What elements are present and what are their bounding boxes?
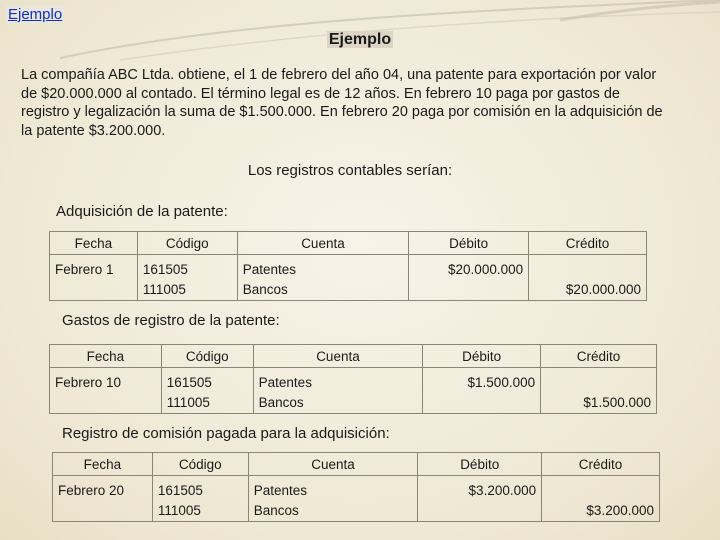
col-fecha: Fecha [50,232,138,255]
fecha-value: Febrero 20 [58,483,125,498]
codigo-value: 161505 [157,483,203,498]
codigo-value: 161505 [142,262,188,277]
codigo-value: 111005 [142,282,186,297]
col-debito: Débito [418,453,542,476]
col-codigo: Código [152,453,248,476]
ledger-table-adquisicion [49,231,647,301]
credito-value: $3.200.000 [586,503,654,518]
cuenta-value: Patentes [242,262,296,277]
fecha-value: Febrero 10 [55,375,122,390]
col-cuenta: Cuenta [253,345,423,368]
col-fecha: Fecha [53,453,153,476]
cuenta-value: Bancos [242,282,288,297]
codigo-value: 111005 [166,395,210,410]
codigo-value: 111005 [157,503,201,518]
col-debito: Débito [423,345,541,368]
ledger-header-row [50,345,657,368]
fecha-value: Febrero 1 [55,262,114,277]
debito-value: $20.000.000 [448,262,524,277]
table-row [53,476,660,522]
col-codigo: Código [161,345,253,368]
debito-value: $3.200.000 [468,483,537,498]
slide-title [0,31,720,49]
col-credito: Crédito [541,345,657,368]
col-debito: Débito [409,232,529,255]
cuenta-value: Patentes [258,375,312,390]
ejemplo-link[interactable]: Ejemplo [8,6,63,23]
credito-value: $20.000.000 [565,282,641,297]
col-cuenta: Cuenta [248,453,418,476]
section-title-adquisicion: Adquisición de la patente: [56,203,228,220]
ledger-table-comision [52,452,660,522]
section-title-comision: Registro de comisión pagada para la adquisición: [62,425,390,442]
debito-value: $1.500.000 [467,375,536,390]
table-row [50,368,657,414]
col-credito: Crédito [542,453,660,476]
cuenta-value: Bancos [258,395,304,410]
col-credito: Crédito [529,232,647,255]
codigo-value: 161505 [166,375,212,390]
col-cuenta: Cuenta [237,232,409,255]
records-subtitle: Los registros contables serían: [247,162,453,179]
col-fecha: Fecha [50,345,162,368]
section-title-gastos: Gastos de registro de la patente: [62,312,280,329]
cuenta-value: Bancos [253,503,299,518]
ledger-header-row [53,453,660,476]
slide-title-text: Ejemplo [328,31,392,48]
col-codigo: Código [137,232,237,255]
credito-value: $1.500.000 [583,395,651,410]
cuenta-value: Patentes [253,483,307,498]
table-row [50,255,647,301]
ledger-table-gastos [49,344,657,414]
intro-paragraph: La compañía ABC Ltda. obtiene, el 1 de febrero del año 04, una patente para exportación por valor de $20.000.000 al contado. El término legal es de 12 años. En febrero 10 paga por gastos de registro y legalización la suma de $1.500.000. En febrero 20 paga por comisión en la adquisición de la patente $3.200.000. [21,67,663,139]
ledger-header-row [50,232,647,255]
